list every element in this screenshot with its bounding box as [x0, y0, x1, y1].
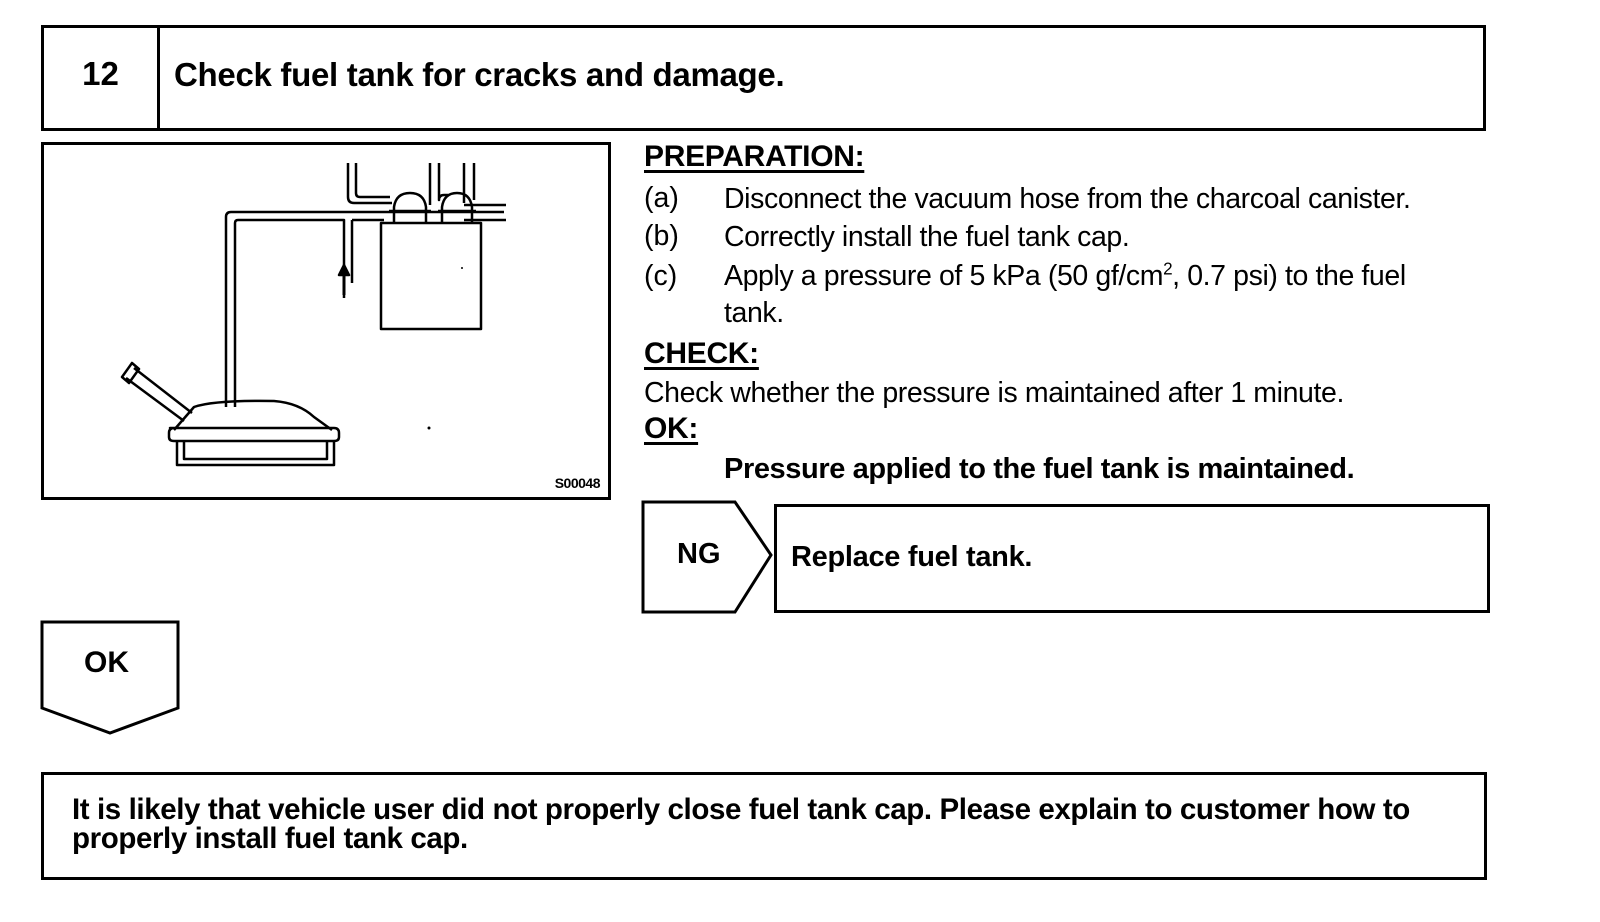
step-title: Check fuel tank for cracks and damage. [174, 56, 785, 93]
ng-label: NG [677, 538, 721, 570]
prep-item-c-text-part1: Apply a pressure of 5 kPa (50 gf/cm [724, 260, 1164, 292]
result-text: It is likely that vehicle user did not properly close fuel tank cap. Please explain to customer how to properly install fuel tank cap. [72, 793, 1410, 855]
step-number: 12 [82, 55, 119, 92]
fuel-tank-diagram [44, 145, 608, 497]
prep-item-c-superscript: 2 [1163, 259, 1173, 279]
ok-criteria-text: Pressure applied to the fuel tank is maintained. [724, 453, 1355, 485]
prep-item-c-text [724, 260, 1406, 293]
fuel-system-illustration [41, 142, 611, 500]
check-text: Check whether the pressure is maintained after 1 minute. [644, 377, 1344, 409]
check-heading: CHECK: [644, 337, 759, 370]
figure-code: S00048 [554, 475, 600, 491]
ok-heading: OK: [644, 412, 699, 445]
prep-item-b-text: Correctly install the fuel tank cap. [724, 221, 1130, 253]
step-number-cell [44, 28, 160, 128]
ng-action-box [774, 504, 1490, 613]
prep-item-c-text-part2: , 0.7 psi) to the fuel [1172, 260, 1406, 292]
prep-item-a-label: (a) [644, 182, 679, 214]
prep-item-b-label: (b) [644, 220, 679, 252]
prep-item-c-text-line2: tank. [724, 297, 784, 329]
ok-branch-label: OK [84, 646, 129, 679]
step-header [41, 25, 1486, 131]
result-box [41, 772, 1487, 880]
prep-item-c-label: (c) [644, 260, 678, 292]
ng-action-text: Replace fuel tank. [791, 541, 1033, 573]
preparation-heading: PREPARATION: [644, 140, 865, 173]
prep-item-a-text: Disconnect the vacuum hose from the charcoal canister. [724, 183, 1411, 215]
